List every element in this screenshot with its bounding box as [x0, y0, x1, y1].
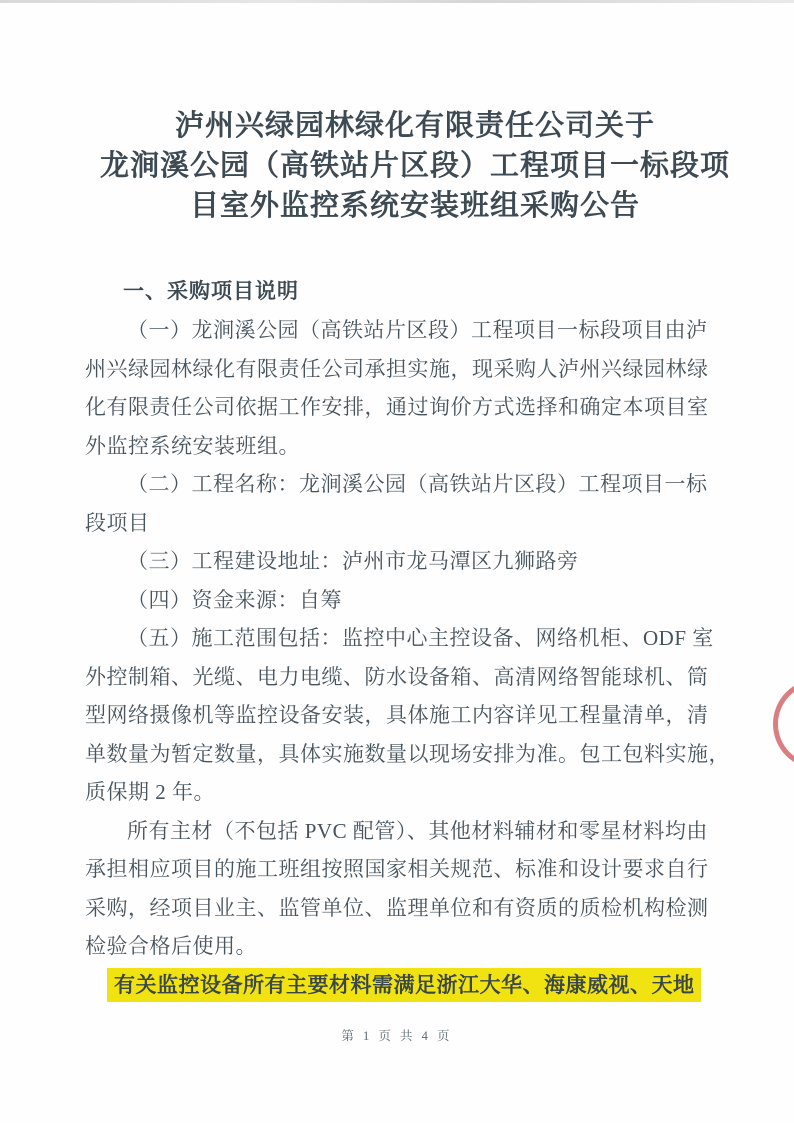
body-line: 所有主材（不包括 PVC 配管）、其他材料辅材和零星材料均由: [127, 818, 708, 843]
body-line: 型网络摄像机等监控设备安装，具体施工内容详见工程量清单，清: [85, 703, 709, 727]
body-line: 外控制箱、光缆、电力电缆、防水设备箱、高清网络智能球机、筒: [85, 664, 709, 689]
body-line: （一）龙涧溪公园（高铁站片区段）工程项目一标段项目由泸: [127, 318, 708, 342]
body-line: 段项目: [85, 510, 150, 535]
body-line: （三）工程建设地址：泸州市龙马潭区九狮路旁: [127, 549, 579, 573]
body-line: 化有限责任公司依据工作安排，通过询价方式选择和确定本项目室: [85, 395, 709, 419]
body-line: 承担相应项目的施工班组按照国家相关规范、标准和设计要求自行: [85, 857, 709, 881]
section-heading: 一、采购项目说明: [123, 280, 299, 303]
body-line: （四）资金来源：自筹: [127, 587, 342, 612]
title-line: 目室外监控系统安装班组采购公告: [189, 190, 640, 222]
title-line: 龙涧溪公园（高铁站片区段）工程项目一标段项: [99, 150, 730, 182]
body-line: （五）施工范围包括：监控中心主控设备、网络机柜、ODF 室: [127, 626, 714, 650]
document-title: [85, 106, 745, 226]
body-line: 外监控系统安装班组。: [85, 433, 300, 458]
scanner-edge-artifact: [0, 0, 794, 3]
page-number-footer: 第 1 页 共 4 页: [341, 1029, 453, 1043]
body-line: 州兴绿园林绿化有限责任公司承担实施，现采购人泸州兴绿园林绿: [85, 356, 709, 381]
highlighted-text: 有关监控设备所有主要材料需满足浙江大华、海康威视、天地: [107, 968, 701, 1002]
title-line: 泸州兴绿园林绿化有限责任公司关于: [174, 110, 655, 142]
body-line: 检验合格后使用。: [85, 934, 257, 958]
document-body: [85, 311, 737, 1004]
red-seal-edge: [773, 679, 794, 769]
body-line: 采购，经项目业主、监管单位、监理单位和有资质的质检机构检测: [85, 895, 709, 920]
body-line: 单数量为暂定数量，具体实施数量以现场安排为准。包工包料实施，: [85, 741, 730, 766]
highlighted-line: [85, 966, 737, 1005]
body-line: 质保期 2 年。: [85, 780, 215, 804]
body-line: （二）工程名称：龙涧溪公园（高铁站片区段）工程项目一标: [127, 472, 708, 496]
